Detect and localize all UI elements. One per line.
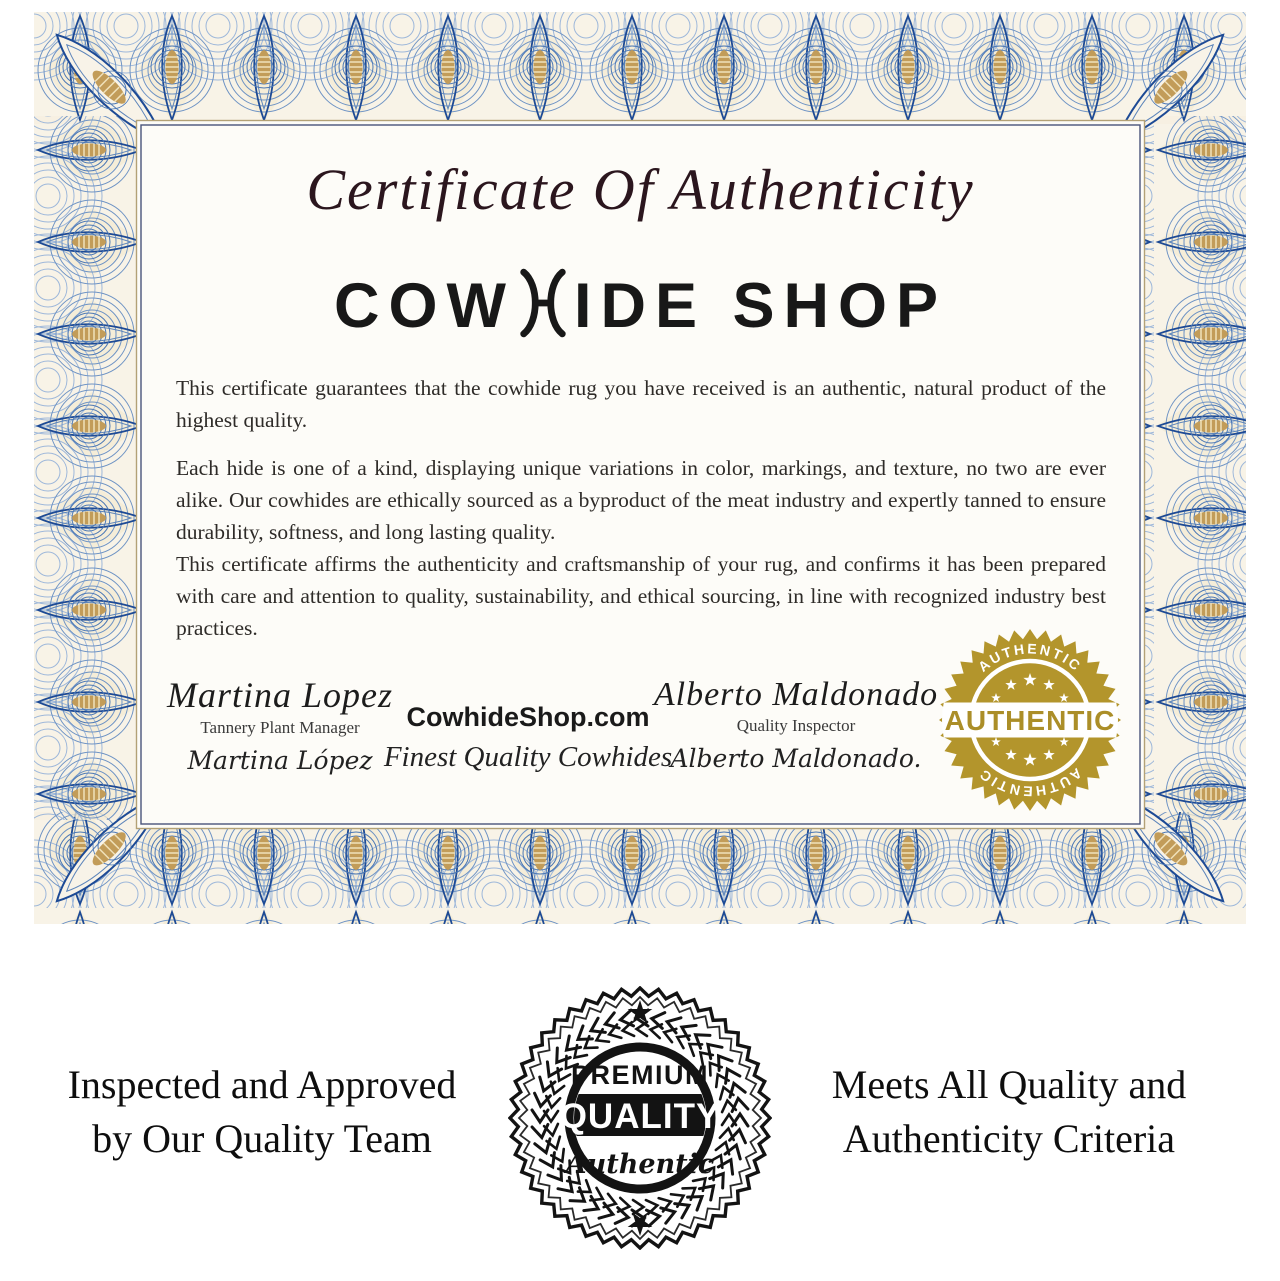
signatory-left-name: Martina Lopez bbox=[166, 675, 394, 715]
signatory-left-role: Tannery Plant Manager bbox=[200, 718, 360, 737]
signatory-right-role: Quality Inspector bbox=[736, 716, 856, 735]
footer-left-line2: by Our Quality Team bbox=[92, 1116, 432, 1161]
paragraph-affirmation: This certificate affirms the authenticity and craftsmanship of your rug, and confirms it has been prepared with care and attention to quality, sustainability, and ethical sourcing, in line with recognized industry best practices. bbox=[176, 552, 1106, 640]
tagline-label: Finest Quality Cowhides bbox=[383, 741, 673, 773]
premium-quality-badge bbox=[508, 986, 772, 1250]
footer-right-text bbox=[774, 1058, 1244, 1166]
authentic-seal bbox=[938, 628, 1122, 812]
signatory-left-signature: Martina López bbox=[187, 746, 373, 775]
seal-arc-bottom-text: AUTHENTIC bbox=[974, 765, 1086, 800]
seal-band-text: AUTHENTIC bbox=[944, 705, 1116, 736]
certificate bbox=[34, 12, 1246, 924]
paragraph-guarantee: This certificate guarantees that the cowhide rug you have received is an authentic, natural product of the highest quality. bbox=[176, 376, 1106, 432]
brand-logo bbox=[138, 268, 1143, 344]
badge-premium-text: PREMIUM bbox=[571, 1060, 709, 1090]
signatory-right-signature: Alberto Maldonado. bbox=[670, 744, 922, 773]
footer-left-line1: Inspected and Approved bbox=[67, 1062, 457, 1107]
cowhide-h-glyph bbox=[515, 268, 571, 338]
signatory-center bbox=[384, 702, 672, 774]
badge-quality-text: QUALITY bbox=[559, 1097, 721, 1136]
signatory-right bbox=[654, 676, 938, 773]
footer-left-text bbox=[27, 1058, 497, 1166]
signatory-right-name: Alberto Maldonado bbox=[653, 676, 939, 713]
signatory-left bbox=[167, 674, 393, 775]
brand-logo-right: IDE SHOP bbox=[573, 271, 948, 341]
certificate-title: Certificate Of Authenticity bbox=[306, 157, 975, 222]
seal-arc-top-text: AUTHENTIC bbox=[974, 640, 1086, 675]
paragraph-uniqueness: Each hide is one of a kind, displaying unique variations in color, markings, and texture, no two are ever alike. Our cowhides are ethically sourced as a byproduct of the meat industry and expertly tanned to ensure durability, softness, and long lasting quality. bbox=[176, 456, 1106, 544]
footer-right-line1: Meets All Quality and bbox=[831, 1062, 1187, 1107]
website-label: CowhideShop.com bbox=[406, 702, 650, 732]
footer-right-line2: Authenticity Criteria bbox=[842, 1116, 1176, 1161]
certificate-panel bbox=[138, 122, 1143, 827]
brand-logo-left: COW bbox=[333, 271, 515, 341]
badge-authentic-text: Authentic bbox=[565, 1149, 715, 1180]
